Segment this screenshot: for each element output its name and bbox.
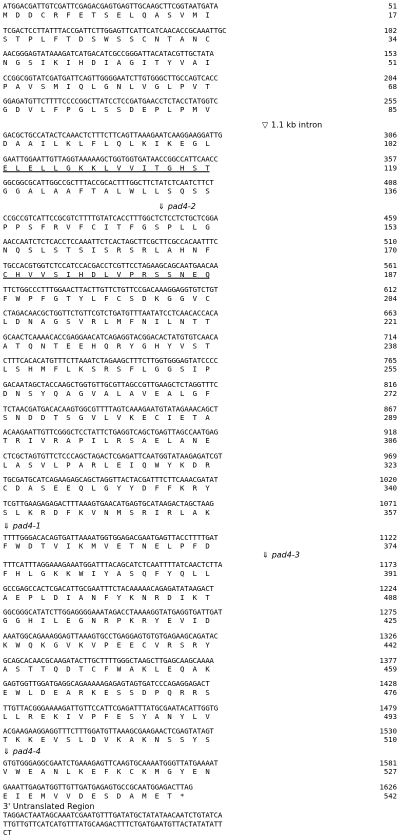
nucleotide-position: 1173 <box>379 560 397 570</box>
nucleotide-position: 306 <box>383 130 397 140</box>
amino-acid-line: L S H M F L K S R S F L G G S I P <box>3 365 210 374</box>
amino-acid-position: 34 <box>388 34 397 44</box>
nucleotide-line: TGCGATGCATCAGAAGAGCAGCTAGGTTACTACGATTTCTTCAAACGATAT <box>3 475 218 485</box>
amino-acid-line: S L K R D F K V N M S R I R L A K <box>3 508 210 517</box>
amino-acid-line: G G A L A A F T A L W L L S Q S S <box>3 186 210 196</box>
nucleotide-position: 1377 <box>379 655 397 665</box>
down-arrow-icon: ⇓ <box>3 747 10 756</box>
amino-acid-position: 340 <box>383 484 397 493</box>
amino-acid-position: 68 <box>388 82 397 91</box>
nucleotide-line: TTCTGGCCCTTTGGAACTTACTTGTTCTGTTCCGACAAAGGAGGTGTCTGT <box>3 285 218 294</box>
nucleotide-line: ACGAAGAAGGAGGTTTCTTTGGATGTTAAAGCGAAGAACTCGAGTATAGT <box>3 727 214 736</box>
nucleotide-line: GCAACTCAAAACACCGAGGAACATCAGAGGTACGGACACTATGTGTCAACA <box>3 332 218 342</box>
nucleotide-position: 969 <box>383 451 397 461</box>
pad4-4-marker <box>3 747 41 756</box>
nucleotide-line: GGAGATGTTCTTTTCCCCGGCTTATCCTCCGATGAACCTCTACCTATGGTC <box>3 97 218 106</box>
nucleotide-position: 1020 <box>379 475 397 485</box>
amino-acid-position: 85 <box>388 105 397 115</box>
nucleotide-line: GTGTGGGAGGCGAATCTGAAAGAGTTCAAGTGCAAAATGGGTTATGAAAAT <box>3 758 218 768</box>
amino-acid-position: 204 <box>383 293 397 303</box>
amino-acid-position: 527 <box>383 767 397 777</box>
nucleotide-line: TTTCATTTAGGAAAGAAATGGATTTACAGCATCTCAATTTTATCAACTCTTA <box>3 560 223 570</box>
amino-acid-position: 391 <box>383 569 397 578</box>
amino-acid-position: 51 <box>388 58 397 67</box>
amino-acid-line: L D N A G S V R L M F N I L N T T <box>3 317 210 327</box>
amino-acid-position: 187 <box>383 269 397 279</box>
amino-acid-line: E I E M V V D E S D A M E T * <box>3 791 185 800</box>
amino-acid-line: A S T T Q D T C F W A K L E Q A K <box>3 664 210 674</box>
amino-acid-line: S T P L F T D S W S S C N T A N C <box>3 34 210 44</box>
pad4-2-marker-label: pad4-2 <box>167 202 196 211</box>
amino-acid-line: T R I V R A P I L R S A E L A N E <box>3 436 210 446</box>
amino-acid-position: 306 <box>383 436 397 446</box>
amino-acid-position: 170 <box>383 246 397 255</box>
amino-acid-line: N G S I K I H D I A G I T Y V A I <box>3 58 210 67</box>
amino-acid-line: V W E A N L K E F K C K M G Y E N <box>3 767 210 777</box>
amino-acid-position: 408 <box>383 592 397 602</box>
amino-acid-line: F W D T V I K M V E T N E L P F D <box>3 541 210 551</box>
amino-acid-position: 238 <box>383 341 397 351</box>
nucleotide-line: AACCAATCTCTCACCTCCAAATTCTCACTAGCTTCGCTTCGCCACAATTTC <box>3 237 218 247</box>
nucleotide-line: TCTAACGATGACACAAGTGGCGTTTTAGTCAAAGAATGTATAGAAACAGCT <box>3 404 218 413</box>
intron-label: 1.1 kb intron <box>271 120 323 130</box>
down-arrow-icon: ⇓ <box>262 550 269 560</box>
amino-acid-position: 374 <box>383 541 397 551</box>
amino-acid-line: T K K E V S L D V K A K N S S Y S <box>3 735 210 745</box>
nucleotide-position: 408 <box>383 178 397 187</box>
amino-acid-position: 510 <box>383 735 397 745</box>
nucleotide-position: 1530 <box>379 727 397 736</box>
amino-acid-line: L L R E K I V P F E S Y A N Y L V <box>3 712 210 721</box>
nucleotide-line: TCGACTCCTTATTTACCGATTCTTGGAGTTCATTCATCAACACCGCAAATTGC <box>3 25 227 35</box>
amino-acid-position: 272 <box>383 389 397 398</box>
amino-acid-position: 136 <box>383 186 397 196</box>
amino-acid-line: A T Q N T E E H Q R Y G H Y V S T <box>3 341 210 351</box>
amino-acid-line: E W L D E A R K E S S D P Q R R S <box>3 688 210 697</box>
intron-marker <box>262 121 322 130</box>
amino-acid-line: S N D D T S G V L V K E C I E T A <box>3 412 210 422</box>
amino-acid-position: 476 <box>383 688 397 697</box>
nucleotide-position: 153 <box>383 49 397 59</box>
nucleotide-line: TTTTGGGACACAGTGATTAAAATGGTGGAGACGAATGAGTTACCTTTTGAT <box>3 532 218 542</box>
nucleotide-line: GCCGAGCCACTCGACATTGCGAATTTCTACAAAAACAGAGATATAAGACT <box>3 584 214 593</box>
nucleotide-position: 1428 <box>379 679 397 689</box>
nucleotide-position: 663 <box>383 308 397 318</box>
nucleotide-position: 1626 <box>379 782 397 792</box>
pad4-1-marker <box>3 521 41 530</box>
nucleotide-line: AACGGGAGTATAAAGATCATGACATCGCCGGGATTACATACGTTGCTATA <box>3 49 214 59</box>
nucleotide-position: 918 <box>383 427 397 437</box>
utr-label: 3' Untranslated Region <box>3 801 95 811</box>
nucleotide-line: GGCGGCGCATTGGCCGCTTTACCGCACTTTGGCTTCTATCTCAATCTTCT <box>3 178 214 187</box>
nucleotide-position: 612 <box>383 285 397 294</box>
amino-acid-line: N Q S L S T S I S R S R L A H N F <box>3 246 210 255</box>
nucleotide-line: GAATTGGAATTGTTAGGTAAAAAGCTGGTGGTGATAACCGGCCATTCAACC <box>3 154 218 164</box>
amino-acid-position: 442 <box>383 640 397 650</box>
nucleotide-position: 1071 <box>379 499 397 509</box>
amino-acid-position: 425 <box>383 616 397 626</box>
nucleotide-position: 51 <box>388 1 397 11</box>
nucleotide-line: GAGTGGTTGGATGAGGCAGAAAAAGAGAGTAGTGATCCCAGAGGAGACT <box>3 679 210 689</box>
amino-acid-position: 17 <box>388 10 397 20</box>
nucleotide-position: 357 <box>383 154 397 164</box>
amino-acid-position: 119 <box>383 163 397 172</box>
amino-acid-position: 102 <box>383 139 397 149</box>
nucleotide-position: 1581 <box>379 758 397 768</box>
amino-acid-line: P A V S M I Q L G N L V G L P V T <box>3 82 210 91</box>
down-arrow-icon: ⇓ <box>3 521 10 530</box>
utr-line: CT <box>3 827 12 837</box>
nucleotide-position: 255 <box>383 97 397 106</box>
nucleotide-position: 765 <box>383 356 397 366</box>
pad4-4-marker-label: pad4-4 <box>12 747 41 756</box>
nucleotide-line: GAAATTGAGATGGTTGTTGATGAGAGTGCCGCAATGGAGACTTAG <box>3 782 193 792</box>
nucleotide-position: 1122 <box>379 532 397 542</box>
amino-acid-position: 493 <box>383 712 397 721</box>
nucleotide-line: CTAGACAACGCTGGTTCTGTTCGTCTGATGTTTAATATCCTCAACACCACA <box>3 308 218 318</box>
nucleotide-line: GGCGGGCATATCTTGGAGGGGAAATAGACCTAAAAGGTATGAGGTGATTGAT <box>3 608 223 617</box>
pad4-3-marker <box>262 551 300 560</box>
amino-acid-position: 459 <box>383 664 397 674</box>
nucleotide-line: GACGCTGCCATACTCAAACTCTTTCTTCAGTTAAAGAATCAAGGAAGGATTG <box>3 130 223 140</box>
nucleotide-line: GACAATAGCTACCAAGCTGGTGTTGCGTTAGCCGTTGAAGCTCTAGGTTTC <box>3 380 218 390</box>
utr-line: TTGTTGTTCATCATGTTTATGCAAGACTTTCTGATGAATGTTACTATATATT <box>3 819 223 828</box>
nucleotide-position: 204 <box>383 73 397 83</box>
nucleotide-position: 1224 <box>379 584 397 593</box>
nucleotide-position: 1326 <box>379 631 397 641</box>
amino-acid-position: 323 <box>383 460 397 470</box>
amino-acid-line: G D V L F P G L S S D E P L P M V <box>3 105 210 115</box>
nucleotide-line: TGCCACGTGGTCTCCATCCACGACCTCGTTCCTAGAAGCAGCAATGAACAA <box>3 261 218 270</box>
amino-acid-position: 255 <box>383 365 397 374</box>
pad4-2-marker <box>158 202 196 211</box>
nucleotide-line: TTGTTACGGGAAAAGATTGTTCCATTCGAGATTTATGCGAATACATTGGTG <box>3 703 218 713</box>
nucleotide-position: 1479 <box>379 703 397 713</box>
nucleotide-line: AAATGGCAGAAAGGAGTTAAAGTGCCTGAGGAGTGTGTGAGAAGCAGATAC <box>3 631 218 641</box>
triangle-icon: ▽ <box>262 120 269 130</box>
nucleotide-position: 816 <box>383 380 397 390</box>
nucleotide-line: CCGGCGGTATCGATGATTCAGTTGGGGAATCTTGTGGGCTTGCCAGTCACC <box>3 73 218 83</box>
amino-acid-line: E L E L L G K K L V V I T G H S T <box>3 163 210 172</box>
amino-acid-line: F W P F G T Y L F C S D K G G V C <box>3 293 210 303</box>
amino-acid-line: K W Q K G V K V P E E C V R S R Y <box>3 640 210 650</box>
nucleotide-line: CCGCCGTCATTCCGCGTCTTTTGTATCACCTTTGGCTCTCCTCTGCTCGGA <box>3 213 218 223</box>
amino-acid-line: M D D C R F E T S E L Q A S V M I <box>3 10 210 20</box>
nucleotide-position: 867 <box>383 404 397 413</box>
utr-line: TAGGACTAATAGCAAATCGAATGTTTGATATGCTATATAACAATCTGTATCA <box>3 810 223 820</box>
nucleotide-position: 102 <box>383 25 397 35</box>
nucleotide-position: 510 <box>383 237 397 247</box>
nucleotide-position: 1275 <box>379 608 397 617</box>
amino-acid-line: G G H I L E G N R P K R Y E V I D <box>3 616 210 626</box>
nucleotide-position: 561 <box>383 261 397 270</box>
amino-acid-line: D A A I L K L F L Q L K I K E G L <box>3 139 210 149</box>
amino-acid-position: 289 <box>383 412 397 422</box>
nucleotide-line: TCGTTGAAGAGAGACTTTAAAGTGAACATGAGTGCATAAGACTAGCTAAG <box>3 499 214 509</box>
pad4-1-marker-label: pad4-1 <box>12 521 41 530</box>
amino-acid-line: L A S V L P A R L E I Q W Y K D R <box>3 460 210 470</box>
nucleotide-line: CTCGCTAGTGTTCTCCCAGCTAGACTCGAGATTCAATGGTATAAGAGATCGT <box>3 451 223 461</box>
nucleotide-line: CTTTCACACATGTTTCTTAAATCTAGAAGCTTTCTTGGTGGGAGTATCCCC <box>3 356 218 366</box>
amino-acid-line: D N S Y Q A G V A L A V E A L G F <box>3 389 210 398</box>
amino-acid-position: 221 <box>383 317 397 327</box>
amino-acid-line: C H V V S I H D L V P R S S N E Q <box>3 269 210 279</box>
amino-acid-position: 542 <box>383 791 397 800</box>
nucleotide-position: 459 <box>383 213 397 223</box>
nucleotide-line: ATGGACGATTGTCGATTCGAGACGAGTGAGTTGCAAGCTTCGGTAATGATA <box>3 1 218 11</box>
amino-acid-line: A E P L D I A N F Y K N R D I K T <box>3 592 210 602</box>
nucleotide-line: GCAGCACAACGCAAGATACTTGCTTTTGGGCTAAGCTTGAGCAAGCAAAA <box>3 655 214 665</box>
nucleotide-line: ACAAGAATTGTTCGGGCTCCTATTCTGAGGTCAGCTGAGTTAGCCAATGAG <box>3 427 218 437</box>
amino-acid-line: F H L G K K W I Y A S Q F Y Q L L <box>3 569 210 578</box>
amino-acid-line: P P S F R V F C I T F G S P L L G <box>3 222 210 232</box>
amino-acid-position: 153 <box>383 222 397 232</box>
down-arrow-icon: ⇓ <box>158 202 165 211</box>
amino-acid-position: 357 <box>383 508 397 517</box>
pad4-3-marker-label: pad4-3 <box>271 550 300 560</box>
amino-acid-line: C D A S E E Q L G Y Y D F F K R Y <box>3 484 210 493</box>
nucleotide-position: 714 <box>383 332 397 342</box>
